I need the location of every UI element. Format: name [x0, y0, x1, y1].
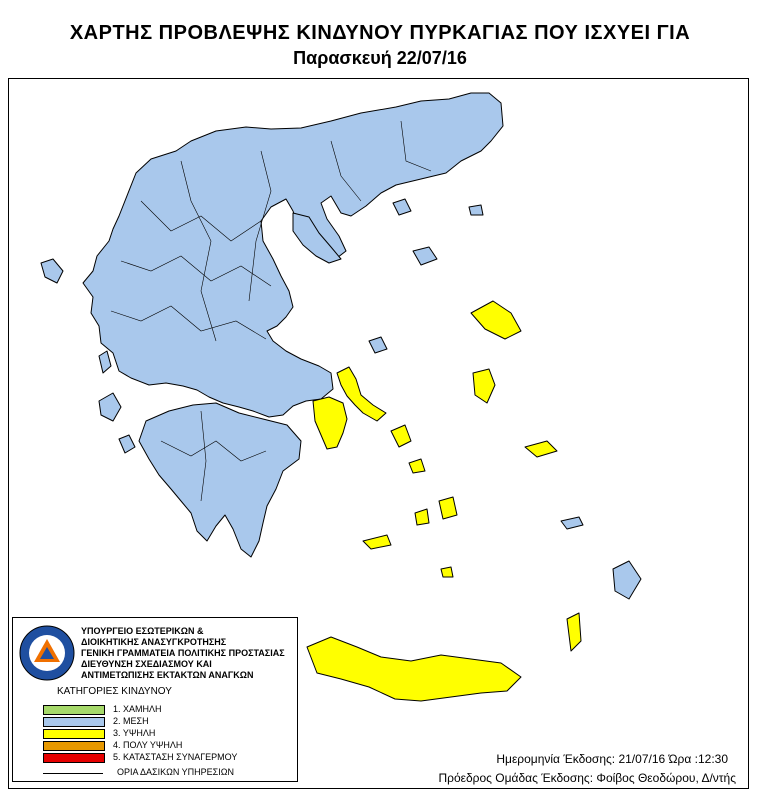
legend-panel: [12, 617, 298, 782]
civil-protection-seal-icon: [18, 624, 76, 682]
naxos: [439, 497, 457, 519]
mainland-north-region: [83, 93, 503, 417]
thasos: [393, 199, 411, 215]
category-swatch: [43, 753, 105, 763]
forest-border-label: ΟΡΙΑ ΔΑΣΙΚΩΝ ΥΠΗΡΕΣΙΩΝ: [117, 767, 234, 777]
paros: [415, 509, 429, 525]
attica: [313, 397, 347, 449]
peloponnese: [139, 403, 301, 557]
lemnos: [413, 247, 437, 265]
issue-author: Πρόεδρος Ομάδας Έκδοσης: Φοίβος Θεοδώρου, Δ/ντής: [438, 771, 736, 785]
lesvos: [471, 301, 521, 339]
map-title: ΧΑΡΤΗΣ ΠΡΟΒΛΕΨΗΣ ΚΙΝΔΥΝΟΥ ΠΥΡΚΑΓΙΑΣ ΠΟΥ ΙΣΧΥΕΙ ΓΙΑ: [69, 22, 691, 44]
kefalonia: [99, 393, 121, 421]
karpathos: [567, 613, 581, 651]
category-swatch: [43, 717, 105, 727]
agency-line-3: ΓΕΝΙΚΗ ΓΡΑΜΜΑΤΕΙΑ ΠΟΛΙΤΙΚΗΣ ΠΡΟΣΤΑΣΙΑΣ: [81, 648, 285, 658]
category-swatch: [43, 741, 105, 751]
agency-line-4: ΔΙΕΥΘΥΝΣΗ ΣΧΕΔΙΑΣΜΟΥ ΚΑΙ: [81, 659, 212, 669]
lefkada: [99, 351, 111, 373]
category-label: 2. ΜΕΣΗ: [113, 716, 149, 726]
agency-line-1: ΥΠΟΥΡΓΕΙΟ ΕΣΩΤΕΡΙΚΩΝ &: [81, 626, 204, 636]
category-label: 1. ΧΑΜΗΛΗ: [113, 704, 162, 714]
tinos: [409, 459, 425, 473]
category-label: 5. ΚΑΤΑΣΤΑΣΗ ΣΥΝΑΓΕΡΜΟΥ: [113, 752, 238, 762]
milos: [363, 535, 391, 549]
category-label: 4. ΠΟΛΥ ΥΨΗΛΗ: [113, 740, 183, 750]
crete: [307, 637, 521, 701]
samothraki: [469, 205, 483, 215]
forest-border-line-icon: [43, 773, 103, 774]
categories-title: ΚΑΤΗΓΟΡΙΕΣ ΚΙΝΔΥΝΟΥ: [57, 686, 172, 697]
rhodes: [613, 561, 641, 599]
santorini: [441, 567, 453, 577]
kos: [561, 517, 583, 529]
skyros: [369, 337, 387, 353]
category-swatch: [43, 705, 105, 715]
chios: [473, 369, 495, 403]
agency-line-2: ΔΙΟΙΚΗΤΙΚΗΣ ΑΝΑΣΥΓΚΡΟΤΗΣΗΣ: [81, 637, 227, 647]
issue-date: Ημερομηνία Έκδοσης: 21/07/16 Ώρα :12:30: [496, 752, 728, 766]
category-swatch: [43, 729, 105, 739]
zakynthos: [119, 435, 135, 453]
andros: [391, 425, 411, 447]
forecast-date: Παρασκευή 22/07/16: [293, 48, 467, 68]
agency-line-5: ΑΝΤΙΜΕΤΩΠΙΣΗΣ ΕΚΤΑΚΤΩΝ ΑΝΑΓΚΩΝ: [81, 670, 254, 680]
corfu: [41, 259, 63, 283]
samos: [525, 441, 557, 457]
category-label: 3. ΥΨΗΛΗ: [113, 728, 156, 738]
